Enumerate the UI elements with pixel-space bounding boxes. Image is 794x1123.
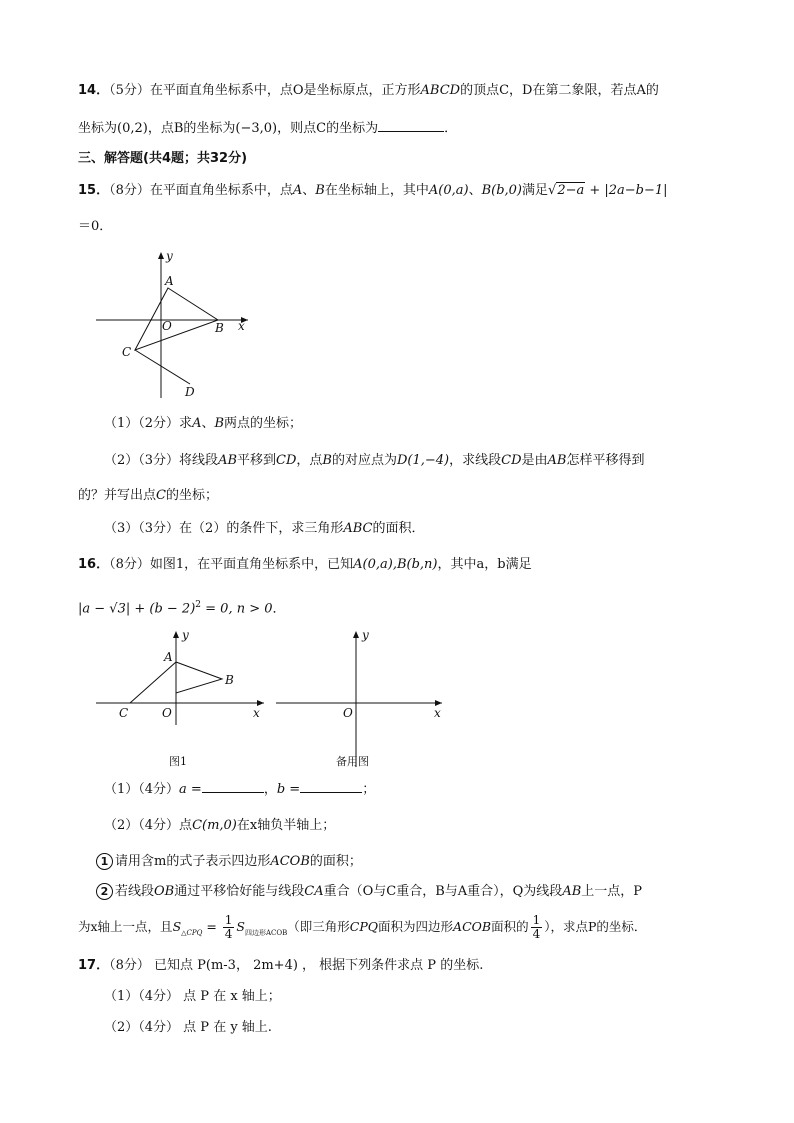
answer-blank[interactable] bbox=[378, 119, 444, 132]
label-b: B bbox=[225, 673, 234, 687]
q16-sub2: 2 若线段OB通过平移恰好能与线段CA重合（O与C重合，B与A重合），Q为线段AB上一点，P bbox=[96, 883, 642, 901]
triangle-ab bbox=[176, 662, 222, 693]
q17-part2: （2）（4分） 点 P 在 y 轴上. bbox=[104, 1020, 272, 1035]
q16-sub2-line2: 为x轴上一点，且$S_{\triangle CPQ}$ = $\frac{1}{4}$ $S_{四边形ACOB}$（即三角形CPQ面积为四边形ACOB面积的 $\frac{1}{4}$ ），求点P的坐标． bbox=[78, 913, 647, 941]
label-y: y bbox=[182, 628, 189, 642]
q17-stem: 17．（8分） 已知点 P(m-3， 2m+4) ， 根据下列条件求点 P 的坐标. bbox=[78, 958, 484, 973]
triangle-abc bbox=[135, 288, 218, 350]
q15-part1: （1）（2分）求A、B两点的坐标； bbox=[104, 416, 303, 431]
label-o: O bbox=[162, 319, 172, 333]
label-c: C bbox=[122, 345, 132, 359]
label-c: C bbox=[119, 706, 129, 720]
q14-line2: 坐标为(0,2)，点B的坐标为(−3,0)，则点C的坐标为 ． bbox=[78, 121, 458, 136]
label-a: A bbox=[165, 274, 174, 288]
q16-sub1: 1 请用含m的式子表示四边形ACOB的面积； bbox=[96, 853, 362, 871]
q16-line1: 16．（8分）如图1，在平面直角坐标系中，已知A(0,a),B(b,n)，其中a，b满足 bbox=[78, 557, 532, 572]
y-axis-arrow bbox=[173, 631, 179, 638]
y-axis-arrow bbox=[353, 631, 359, 638]
label-y: y bbox=[362, 628, 369, 642]
fraction: $\frac{1}{4}$ bbox=[224, 913, 233, 941]
q16-figure-1 bbox=[92, 627, 272, 772]
q16-line2: $|a - √3| + (b - 2)^2 = 0$, n > 0． bbox=[78, 600, 286, 617]
circled-number-1: 1 bbox=[96, 853, 113, 870]
answer-blank-a[interactable] bbox=[202, 780, 264, 793]
q15-part3: （3）（3分）在（2）的条件下，求三角形ABC的面积． bbox=[104, 521, 425, 536]
figure-caption: 图1 bbox=[169, 755, 187, 768]
answer-blank-b[interactable] bbox=[300, 780, 362, 793]
q16-part1: （1）（4分）a = ，b = ； bbox=[104, 782, 376, 797]
fraction: $\frac{1}{4}$ bbox=[532, 913, 541, 941]
figure-caption: 备用图 bbox=[336, 755, 369, 768]
label-b: B bbox=[215, 321, 224, 335]
q15-part2-line2: 的？并写出点C的坐标； bbox=[78, 488, 218, 503]
q15-line2: ＝0． bbox=[78, 219, 113, 234]
label-d: D bbox=[185, 385, 195, 399]
label-a: A bbox=[164, 650, 173, 664]
q15-figure bbox=[90, 248, 260, 403]
q15-line1: 15．（8分）在平面直角坐标系中，点A、B在坐标轴上，其中A(0,a)、B(b,0)满足√2−a + |2a−b−1| bbox=[78, 183, 668, 198]
label-x: x bbox=[434, 706, 441, 720]
label-x: x bbox=[253, 706, 260, 720]
q16-figure-2 bbox=[272, 627, 452, 772]
q15-part2-line1: （2）（3分）将线段AB平移到CD，点B的对应点为D(1,−4)，求线段CD是由AB怎样平移得到 bbox=[104, 453, 645, 468]
label-o: O bbox=[162, 706, 172, 720]
label-o: O bbox=[343, 706, 353, 720]
segment-cd bbox=[135, 350, 190, 384]
label-y: y bbox=[166, 249, 173, 263]
section-title: 三、解答题(共4题；共32分) bbox=[78, 151, 248, 166]
y-axis-arrow bbox=[158, 252, 164, 259]
q16-part2: （2）（4分）点C(m,0)在x轴负半轴上； bbox=[104, 818, 336, 833]
q14-line1: 14．（5分）在平面直角坐标系中，点O是坐标原点，正方形ABCD的顶点C，D在第二象限，若点A的 bbox=[78, 83, 659, 98]
label-x: x bbox=[238, 319, 245, 333]
circled-number-2: 2 bbox=[96, 883, 113, 900]
q17-part1: （1）（4分） 点 P 在 x 轴上； bbox=[104, 989, 281, 1004]
segment-ca bbox=[130, 662, 176, 703]
